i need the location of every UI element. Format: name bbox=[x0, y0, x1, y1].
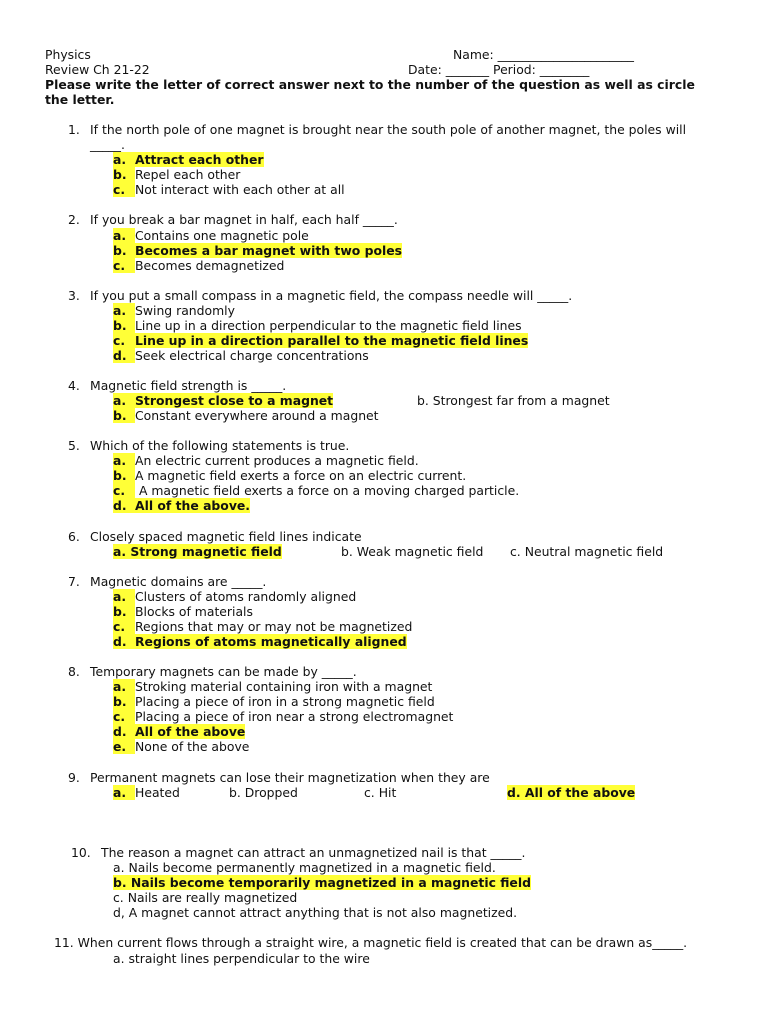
question-9-text: Permanent magnets can lose their magnetization when they are bbox=[90, 770, 490, 785]
question-8-option-a[interactable]: a. Stroking material containing iron with a magnet bbox=[113, 679, 433, 694]
question-5-option-d[interactable]: d. All of the above. bbox=[113, 498, 251, 513]
question-10-text: The reason a magnet can attract an unmagnetized nail is that _____. bbox=[101, 845, 526, 860]
question-7-option-a[interactable]: a. Clusters of atoms randomly aligned bbox=[113, 589, 357, 604]
question-9-option-c[interactable]: c. Hit bbox=[364, 785, 397, 800]
question-5-option-c[interactable]: c. A magnetic field exerts a force on a moving charged particle. bbox=[113, 483, 520, 498]
question-4-number: 4. bbox=[68, 378, 80, 393]
question-9-option-d[interactable]: d. All of the above bbox=[507, 785, 636, 800]
question-9-number: 9. bbox=[68, 770, 80, 785]
question-6-text: Closely spaced magnetic field lines indicate bbox=[90, 529, 362, 544]
question-8-text: Temporary magnets can be made by _____. bbox=[90, 664, 357, 679]
question-2-number: 2. bbox=[68, 212, 80, 227]
question-1-text: If the north pole of one magnet is brought near the south pole of another magnet, the poles will bbox=[90, 122, 687, 137]
question-8-option-c[interactable]: c. Placing a piece of iron near a strong electromagnet bbox=[113, 709, 454, 724]
question-10-option-d[interactable]: d, A magnet cannot attract anything that is not also magnetized. bbox=[113, 905, 518, 920]
question-1-option-a[interactable]: a. Attract each other bbox=[113, 152, 264, 167]
question-5-option-a[interactable]: a. An electric current produces a magnetic field. bbox=[113, 453, 419, 468]
question-8-option-e[interactable]: e. None of the above bbox=[113, 739, 250, 754]
question-7-number: 7. bbox=[68, 574, 80, 589]
question-8-option-b[interactable]: b. Placing a piece of iron in a strong magnetic field bbox=[113, 694, 435, 709]
question-2-option-b[interactable]: b. Becomes a bar magnet with two poles bbox=[113, 243, 402, 258]
instructions-line-1: Please write the letter of correct answer next to the number of the question as well as circle bbox=[45, 77, 695, 92]
question-7-text: Magnetic domains are _____. bbox=[90, 574, 267, 589]
question-2-option-c[interactable]: c. Becomes demagnetized bbox=[113, 258, 285, 273]
question-3-option-b[interactable]: b. Line up in a direction perpendicular to the magnetic field lines bbox=[113, 318, 522, 333]
question-6-option-c[interactable]: c. Neutral magnetic field bbox=[510, 544, 664, 559]
subject-label: Physics bbox=[45, 47, 91, 62]
review-label: Review Ch 21-22 bbox=[45, 62, 150, 77]
date-period-field[interactable]: Date: _______ Period: ________ bbox=[408, 62, 590, 77]
question-4-option-extra[interactable]: b. Strongest far from a magnet bbox=[417, 393, 610, 408]
question-8-number: 8. bbox=[68, 664, 80, 679]
question-5-option-b[interactable]: b. A magnetic field exerts a force on an electric current. bbox=[113, 468, 467, 483]
question-8-option-d[interactable]: d. All of the above bbox=[113, 724, 246, 739]
question-10-option-c[interactable]: c. Nails are really magnetized bbox=[113, 890, 298, 905]
question-7-option-c[interactable]: c. Regions that may or may not be magnetized bbox=[113, 619, 413, 634]
question-3-text: If you put a small compass in a magnetic field, the compass needle will _____. bbox=[90, 288, 573, 303]
question-11-text: 11. When current flows through a straight wire, a magnetic field is created that can be drawn as_____. bbox=[54, 935, 688, 950]
question-3-option-c[interactable]: c. Line up in a direction parallel to the magnetic field lines bbox=[113, 333, 529, 348]
question-5-text: Which of the following statements is true. bbox=[90, 438, 350, 453]
question-3-option-a[interactable]: a. Swing randomly bbox=[113, 303, 235, 318]
question-10-option-a[interactable]: a. Nails become permanently magnetized in a magnetic field. bbox=[113, 860, 496, 875]
question-6-option-a[interactable]: a. Strong magnetic field bbox=[113, 544, 282, 559]
question-9-option-b[interactable]: b. Dropped bbox=[229, 785, 298, 800]
question-1-option-b[interactable]: b. Repel each other bbox=[113, 167, 241, 182]
question-9-option-a[interactable]: a. Heated bbox=[113, 785, 180, 800]
question-7-option-d[interactable]: d. Regions of atoms magnetically aligned bbox=[113, 634, 407, 649]
question-2-text: If you break a bar magnet in half, each half _____. bbox=[90, 212, 398, 227]
name-field[interactable]: Name: ______________________ bbox=[453, 47, 634, 62]
question-10-number: 10. bbox=[71, 845, 91, 860]
question-5-number: 5. bbox=[68, 438, 80, 453]
question-11-option-a[interactable]: a. straight lines perpendicular to the wire bbox=[113, 951, 370, 966]
question-3-number: 3. bbox=[68, 288, 80, 303]
question-6-option-b[interactable]: b. Weak magnetic field bbox=[341, 544, 484, 559]
instructions-line-2: the letter. bbox=[45, 92, 115, 107]
question-6-number: 6. bbox=[68, 529, 80, 544]
question-4-option-a[interactable]: a. Strongest close to a magnet bbox=[113, 393, 334, 408]
question-3-option-d[interactable]: d. Seek electrical charge concentrations bbox=[113, 348, 369, 363]
question-4-text: Magnetic field strength is _____. bbox=[90, 378, 287, 393]
question-7-option-b[interactable]: b. Blocks of materials bbox=[113, 604, 253, 619]
question-4-option-b[interactable]: b. Constant everywhere around a magnet bbox=[113, 408, 379, 423]
question-10-option-b[interactable]: b. Nails become temporarily magnetized in a magnetic field bbox=[113, 875, 531, 890]
question-2-option-a[interactable]: a. Contains one magnetic pole bbox=[113, 228, 309, 243]
question-1-number: 1. bbox=[68, 122, 80, 137]
question-1-option-c[interactable]: c. Not interact with each other at all bbox=[113, 182, 345, 197]
question-1-text-cont: _____. bbox=[90, 137, 125, 152]
